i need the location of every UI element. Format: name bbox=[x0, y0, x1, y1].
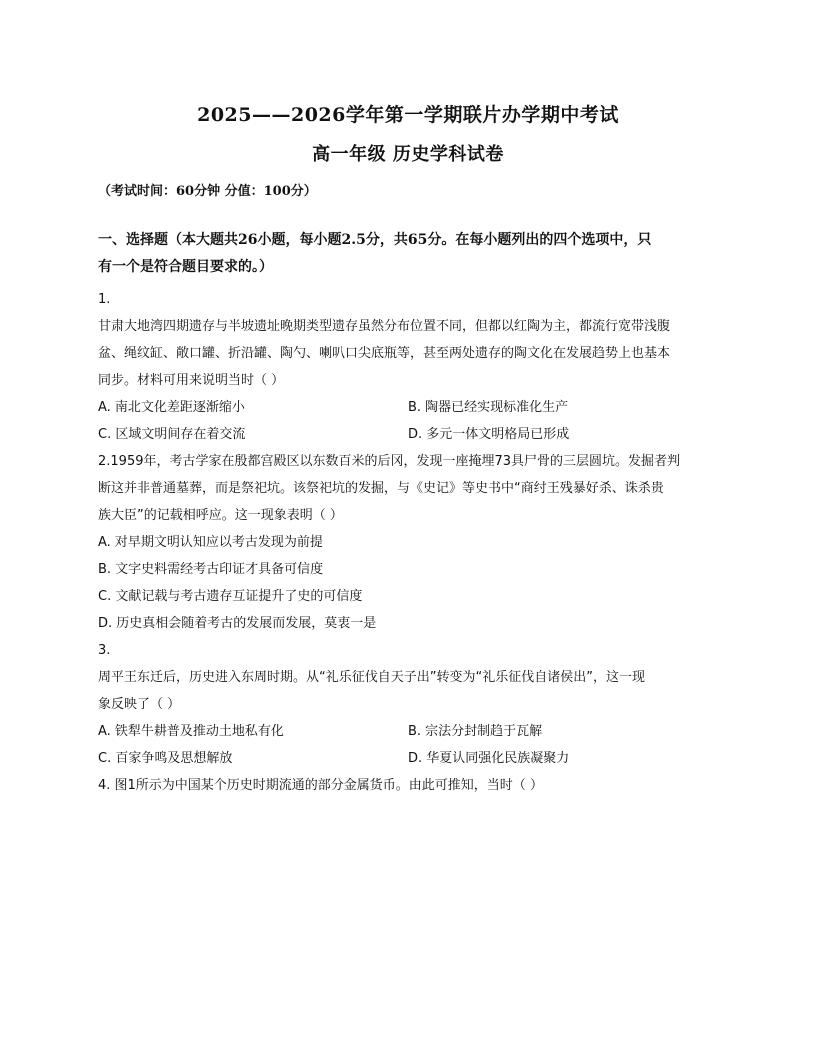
section-heading-line: 一、选择题（本大题共26小题，每小题2.5分，共65分。在每小题列出的四个选项中，只 bbox=[98, 232, 652, 248]
option-c: C. 区域文明间存在着交流 bbox=[98, 427, 246, 442]
option-a: A. 铁犁牛耕普及推动土地私有化 bbox=[98, 724, 284, 739]
question-stem-line: 断这并非普通墓葬，而是祭祀坑。该祭祀坑的发掘，与《史记》等史书中“商纣王残暴好杀、诛杀贵 bbox=[98, 481, 664, 496]
exam-meta: （考试时间：60分钟 分值：100分） bbox=[98, 184, 317, 199]
section-heading-line: 有一个是符合题目要求的。） bbox=[98, 259, 273, 275]
question-stem-line: 4. 图1所示为中国某个历史时期流通的部分金属货币。由此可推知，当时（ ） bbox=[98, 778, 543, 793]
question-stem-line: 象反映了（ ） bbox=[98, 697, 181, 712]
option-d: D. 多元一体文明格局已形成 bbox=[408, 427, 570, 442]
question-number: 3. bbox=[98, 643, 111, 658]
question-stem-line: 甘肃大地湾四期遗存与半坡遗址晚期类型遗存虽然分布位置不同，但都以红陶为主，都流行宽带浅腹 bbox=[98, 319, 671, 334]
option-c: C. 百家争鸣及思想解放 bbox=[98, 751, 233, 766]
option-a: A. 对早期文明认知应以考古发现为前提 bbox=[98, 535, 323, 550]
option-b: B. 宗法分封制趋于瓦解 bbox=[408, 724, 543, 739]
option-b: B. 文字史料需经考古印证才具备可信度 bbox=[98, 562, 324, 577]
section-heading bbox=[98, 227, 718, 281]
question-stem-line: 2.1959年，考古学家在殷都宫殿区以东数百米的后冈，发现一座掩埋73具尸骨的三层圆坑。发掘者判 bbox=[98, 454, 681, 469]
exam-title: 2025——2026学年第一学期联片办学期中考试 bbox=[197, 104, 619, 126]
question-number: 1. bbox=[98, 292, 111, 307]
question-stem-line: 族大臣”的记载相呼应。这一现象表明（ ） bbox=[98, 508, 343, 523]
option-a: A. 南北文化差距逐渐缩小 bbox=[98, 400, 245, 415]
exam-subtitle: 高一年级 历史学科试卷 bbox=[312, 144, 504, 165]
question-stem-line: 同步。材料可用来说明当时（ ） bbox=[98, 373, 285, 388]
question-stem-line: 盆、绳纹缸、敞口罐、折沿罐、陶勺、喇叭口尖底瓶等，甚至两处遗存的陶文化在发展趋势上也基本 bbox=[98, 346, 671, 361]
option-d: D. 历史真相会随着考古的发展而发展，莫衷一是 bbox=[98, 616, 377, 631]
option-c: C. 文献记载与考古遗存互证提升了史的可信度 bbox=[98, 589, 363, 604]
question-stem-line: 周平王东迁后，历史进入东周时期。从“礼乐征伐自天子出”转变为“礼乐征伐自诸侯出”，这一现 bbox=[98, 670, 645, 685]
option-b: B. 陶器已经实现标准化生产 bbox=[408, 400, 569, 415]
option-d: D. 华夏认同强化民族凝聚力 bbox=[408, 751, 570, 766]
